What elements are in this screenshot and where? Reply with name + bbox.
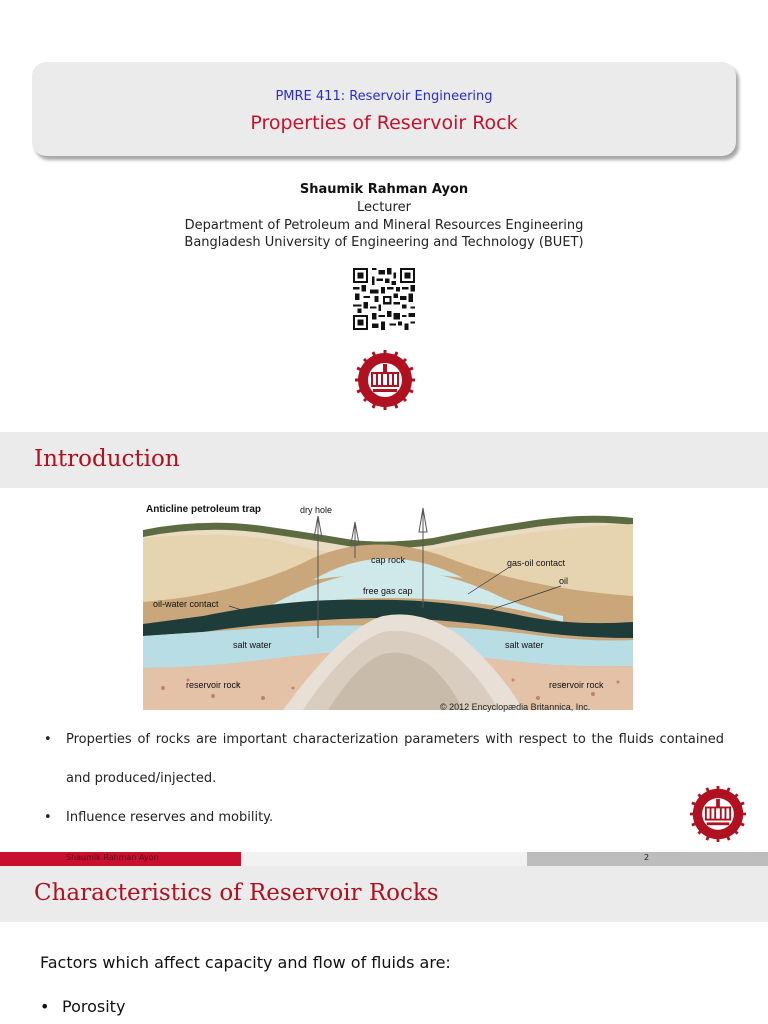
title-slide bbox=[0, 0, 768, 432]
author-role: Lecturer bbox=[357, 200, 411, 215]
bullet-item: • Properties of rocks are important characterization parameters with respect to the fluids contained and produced/injected. bbox=[44, 720, 724, 798]
footer-middle-bar bbox=[241, 852, 527, 866]
label-free-gas-cap: free gas cap bbox=[363, 586, 413, 596]
anticline-trap-figure bbox=[143, 498, 633, 714]
label-oil: oil bbox=[559, 576, 569, 586]
university-name: Bangladesh University of Engineering and Technology (BUET) bbox=[184, 235, 584, 250]
label-salt-water-right: salt water bbox=[505, 640, 544, 650]
presentation-title: Properties of Reservoir Rock bbox=[250, 112, 518, 134]
frame-header bbox=[0, 432, 768, 488]
label-cap-rock: cap rock bbox=[371, 555, 406, 565]
bullet-item: • Porosity bbox=[40, 997, 125, 1016]
footer-page-number: 2 bbox=[644, 853, 650, 862]
department-name: Department of Petroleum and Mineral Resources Engineering bbox=[184, 218, 584, 233]
bullet-list bbox=[44, 720, 724, 828]
qr-code-icon[interactable] bbox=[353, 268, 415, 330]
footer-author-bar bbox=[0, 852, 241, 866]
lead-text: Factors which affect capacity and flow of fluids are: bbox=[40, 953, 451, 972]
figure-credit: © 2012 Encyclopædia Britannica, Inc. bbox=[440, 702, 591, 712]
label-reservoir-rock-left: reservoir rock bbox=[186, 680, 241, 690]
label-salt-water-left: salt water bbox=[233, 640, 272, 650]
buet-logo-icon bbox=[690, 786, 746, 842]
introduction-slide bbox=[0, 432, 768, 866]
label-gas-oil-contact: gas-oil contact bbox=[507, 558, 566, 568]
footer-page-bar bbox=[527, 852, 768, 866]
course-name: PMRE 411: Reservoir Engineering bbox=[275, 89, 493, 104]
frame-header bbox=[0, 866, 768, 922]
label-reservoir-rock-right: reservoir rock bbox=[549, 680, 604, 690]
label-dry-hole: dry hole bbox=[300, 505, 333, 515]
title-box bbox=[32, 62, 736, 156]
figure-heading: Anticline petroleum trap bbox=[146, 504, 262, 515]
label-oil-water-contact: oil-water contact bbox=[153, 599, 219, 609]
author-name: Shaumik Rahman Ayon bbox=[299, 182, 469, 197]
bullet-item: • Influence reserves and mobility. bbox=[44, 808, 724, 828]
slide-footer bbox=[0, 852, 768, 866]
frame-title: Characteristics of Reservoir Rocks bbox=[34, 880, 439, 906]
frame-title: Introduction bbox=[34, 446, 180, 472]
characteristics-slide bbox=[0, 866, 768, 1024]
buet-logo-icon bbox=[355, 350, 415, 410]
footer-author: Shaumik Rahman Ayon bbox=[66, 853, 159, 862]
